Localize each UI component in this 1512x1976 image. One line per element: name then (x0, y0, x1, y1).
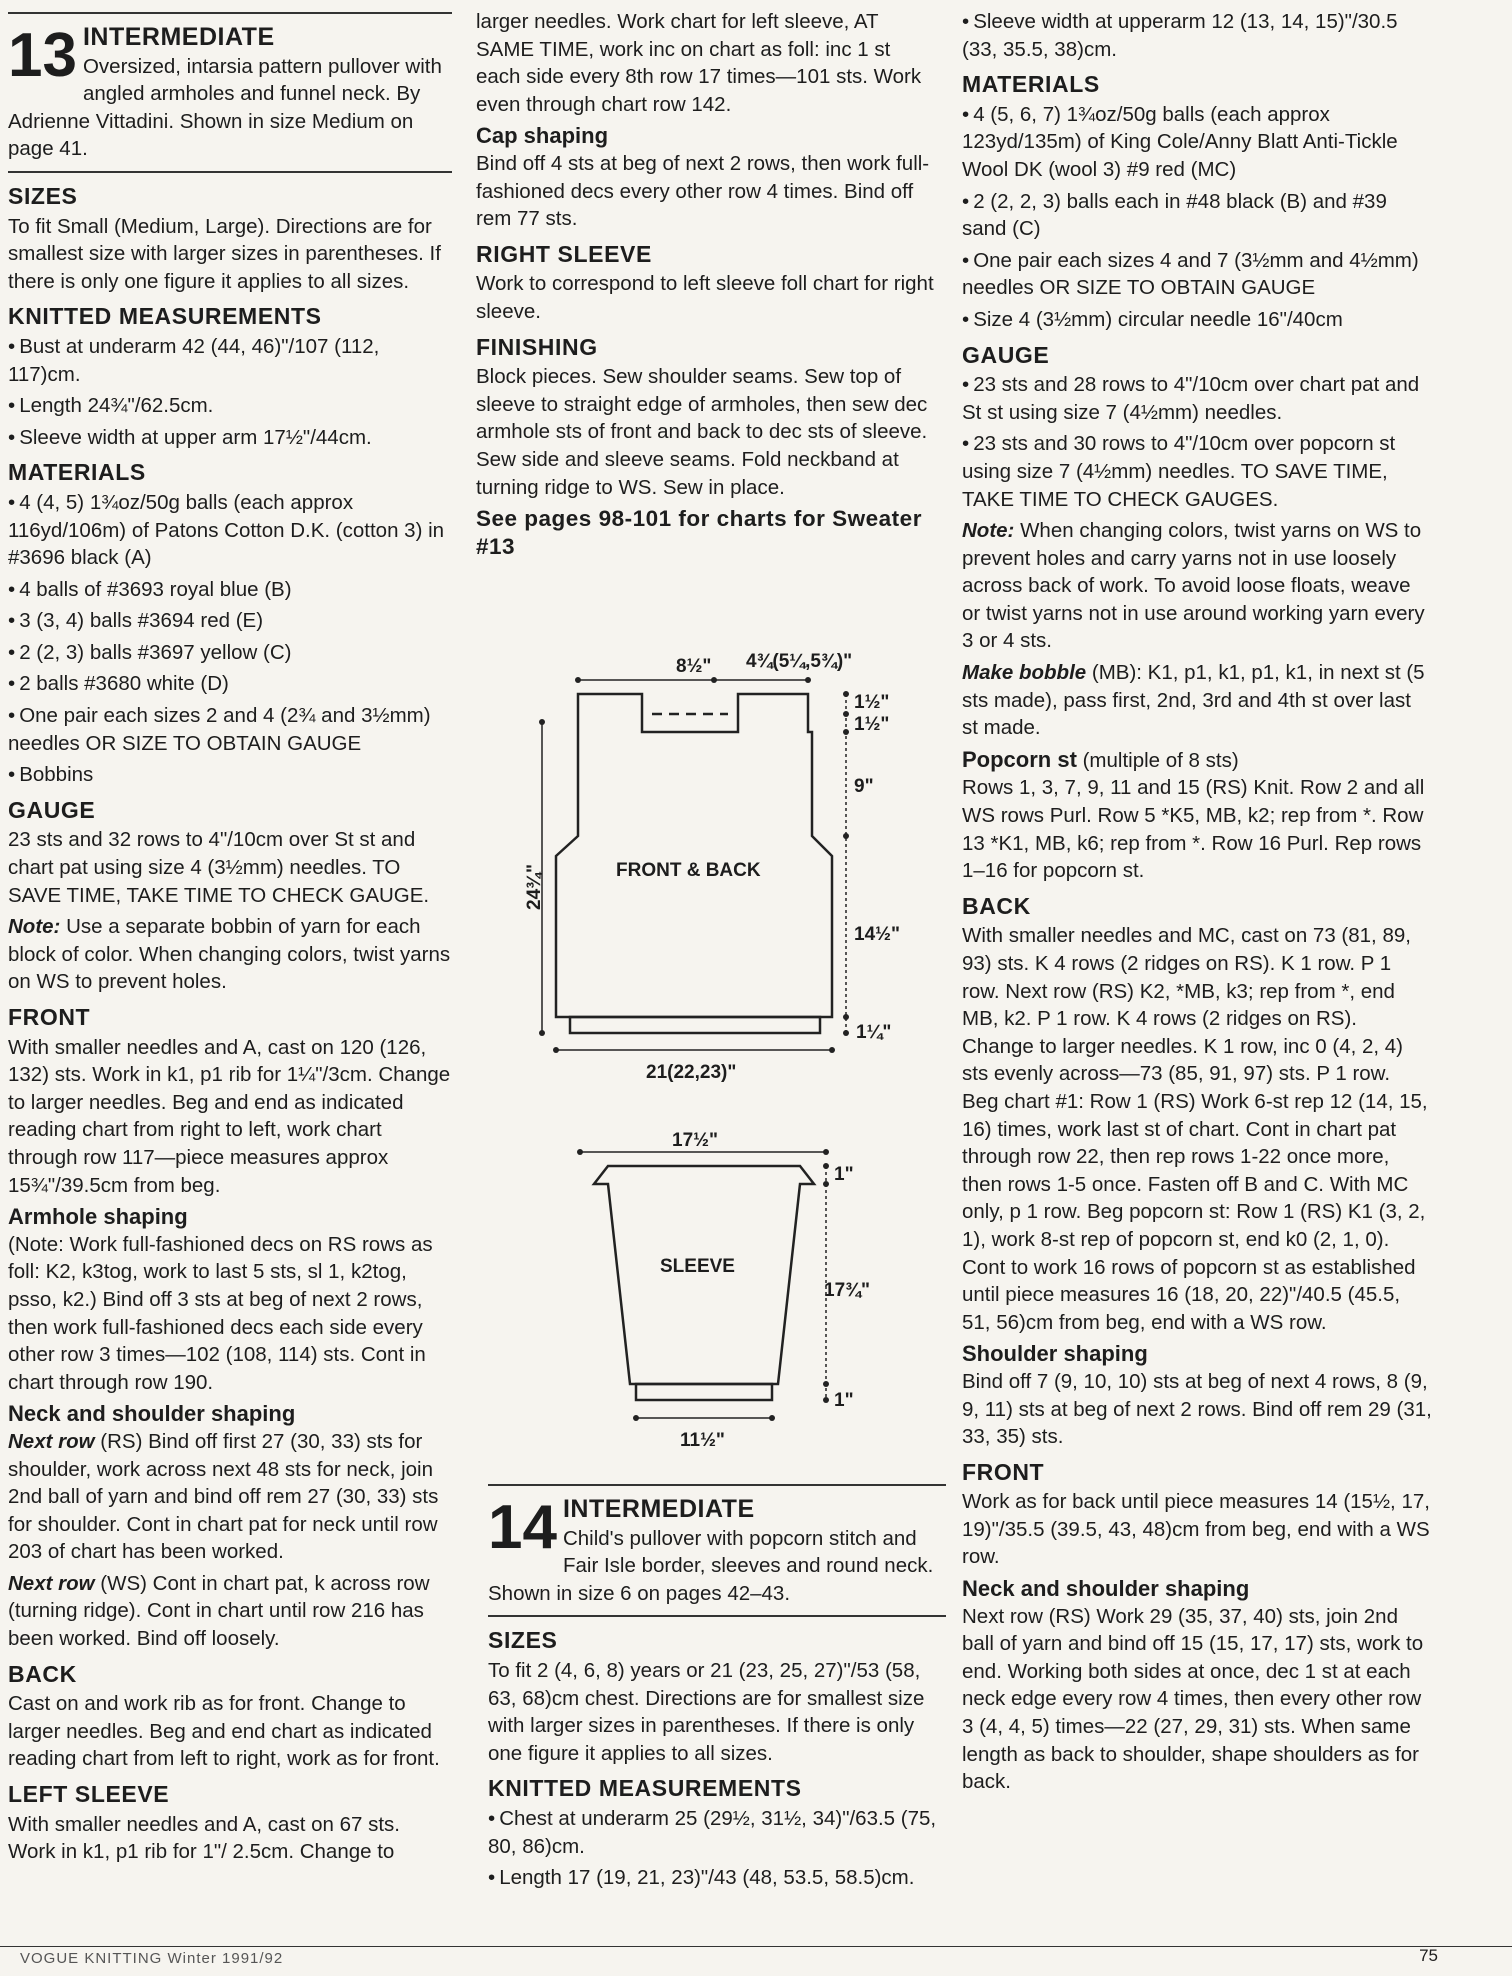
left-sleeve-text: With smaller needles and A, cast on 67 sts. Work in k1, p1 rib for 1"/ 2.5cm. Change to (8, 1812, 400, 1864)
finishing-heading: FINISHING (476, 333, 598, 360)
dim-sleeve-rib: 1" (834, 1390, 854, 1411)
popcorn-heading: Popcorn st (multiple of 8 sts) (962, 746, 1239, 772)
front-14-text: Work as for back until piece measures 14 (15½, 17, 19)"/35.5 (39.5, 43, 48)cm from beg, end with a WS row. (962, 1490, 1430, 1569)
gauge-14-heading: GAUGE (962, 341, 1050, 368)
popcorn-text: Rows 1, 3, 7, 9, 11 and 15 (RS) Knit. Row 2 and all WS rows Purl. Row 5 *K5, MB, k2; rep from *. Row 13 *K1, MB, k6; rep from *. Row 16 Purl. Rep rows 1–16 for popcorn st. (962, 776, 1425, 883)
front-heading: FRONT (8, 1004, 91, 1030)
armhole-heading: Armhole shaping (8, 1204, 188, 1230)
page-number: 75 (1419, 1946, 1438, 1965)
dim-top-left: 8½" (676, 656, 712, 677)
material-item: • 4 balls of #3693 royal blue (B) (8, 576, 452, 604)
material-item: • 2 (2, 3) balls #3697 yellow (C) (8, 639, 452, 667)
material-14-item: • 2 (2, 2, 3) balls each in #48 black (B) and #39 sand (C) (962, 188, 1432, 243)
materials-heading: MATERIALS (8, 459, 146, 486)
neck-text-1: Next row (RS) Bind off first 27 (30, 33) sts for shoulder, work across next 48 sts for neck, join 2nd ball of yarn and bind off rem 27 (30, 33) sts for shoulder. Cont in chart pat for neck until row 203 of chart has been worked. (8, 1429, 439, 1564)
material-item: • 4 (4, 5) 1¾oz/50g balls (each approx 116yd/106m) of Patons Cotton D.K. (cotton 3) in #3696 black (A) (8, 489, 452, 572)
material-item: • One pair each sizes 2 and 4 (2¾ and 3½mm) needles OR SIZE TO OBTAIN GAUGE (8, 702, 452, 757)
footer-rule (0, 1946, 1512, 1947)
gauge-14-item: • 23 sts and 30 rows to 4"/10cm over popcorn st using size 7 (4½mm) needles. TO SAVE TIME, TAKE TIME TO CHECK GAUGES. (962, 430, 1432, 513)
shoulder-text: Bind off 7 (9, 10, 10) sts at beg of next 4 rows, 8 (9, 9, 11) sts at beg of next 2 rows. Bind off rem 29 (31, 33, 35) sts. (962, 1369, 1432, 1449)
measurement-item: • Bust at underarm 42 (44, 46)"/107 (112, 117)cm. (8, 333, 452, 388)
measurement-14-item: • Chest at underarm 25 (29½, 31½, 34)"/63.5 (75, 80, 86)cm. (488, 1805, 946, 1860)
back-heading: BACK (8, 1660, 77, 1687)
measurement-item: • Sleeve width at upper arm 17½"/44cm. (8, 424, 452, 452)
note-14: Note: When changing colors, twist yarns on WS to prevent holes and carry yarns not in use loosely across back of work. To avoid loose floats, weave or twist yarns not in use around working yarn every 3 or 4 sts. (962, 519, 1425, 653)
dim-side: 14½" (854, 924, 900, 945)
material-item: • Bobbins (8, 761, 452, 789)
front-back-outline (556, 694, 832, 1017)
materials-14-heading: MATERIALS (962, 71, 1100, 98)
shoulder-heading: Shoulder shaping (962, 1341, 1148, 1367)
dim-width: 21(22,23)" (646, 1062, 737, 1083)
dim-rib: 1¼" (856, 1022, 892, 1043)
sleeve-dim-dots (577, 1149, 829, 1421)
neck-14-heading: Neck and shoulder shaping (962, 1576, 1250, 1602)
back-text: Cast on and work rib as for front. Change to larger needles. Beg and end chart as indicated reading chart from left to right, work as for front. (8, 1692, 440, 1771)
gauge-text: 23 sts and 32 rows to 4"/10cm over St st and chart pat using size 4 (3½mm) needles. TO SAVE TIME, TAKE TIME TO CHECK GAUGE. (8, 828, 430, 907)
measurements-heading: KNITTED MEASUREMENTS (8, 303, 322, 330)
measurements-14-heading: KNITTED MEASUREMENTS (488, 1775, 802, 1802)
sleeve-width: • Sleeve width at upperarm 12 (13, 14, 15)"/30.5 (33, 35.5, 38)cm. (962, 8, 1432, 63)
material-14-item: • One pair each sizes 4 and 7 (3½mm and 4½mm) needles OR SIZE TO OBTAIN GAUGE (962, 247, 1432, 302)
sleeve-schematic (580, 1152, 826, 1418)
dim-sleeve-top: 17½" (672, 1130, 718, 1151)
measurement-14-item: • Length 17 (19, 21, 23)"/43 (48, 53.5, 58.5)cm. (488, 1864, 946, 1892)
sleeve-rib (636, 1384, 772, 1400)
dim-neck-2: 1½" (854, 714, 890, 735)
pattern-description: Oversized, intarsia pattern pullover with angled armholes and funnel neck. By Adrienne Vittadini. Shown in size Medium on page 41. (8, 54, 442, 161)
dim-armhole: 9" (854, 776, 874, 797)
make-bobble: Make bobble (MB): K1, p1, k1, p1, k1, in next st (5 sts made), pass first, 2nd, 3rd and 4th st over last st made. (962, 661, 1425, 740)
gauge-heading: GAUGE (8, 796, 96, 823)
pattern-number-14: 14 (488, 1493, 557, 1562)
finishing-text: Block pieces. Sew shoulder seams. Sew top of sleeve to straight edge of armholes, then sew dec armhole sts of front and back to dec sts of sleeve. Sew side and sleeve seams. Fold neckband at turning ridge to WS. Sew in place. (476, 365, 928, 499)
right-sleeve-text: Work to correspond to left sleeve foll chart for right sleeve. (476, 272, 934, 323)
left-sleeve-heading: LEFT SLEEVE (8, 1781, 170, 1808)
back-14-heading: BACK (962, 892, 1031, 919)
sleeve-label: SLEEVE (660, 1256, 735, 1277)
skill-level-14: INTERMEDIATE (562, 1495, 755, 1523)
sizes-14-heading: SIZES (488, 1627, 558, 1654)
material-14-item: • 4 (5, 6, 7) 1¾oz/50g balls (each approx 123yd/135m) of King Cole/Anny Blatt Anti-Tickle Wool DK (wool 3) #9 red (MC) (962, 101, 1432, 184)
cap-text: Bind off 4 sts at beg of next 2 rows, then work full-fashioned decs every other row 4 times. Bind off rem 77 sts. (476, 151, 930, 231)
sizes-heading: SIZES (8, 182, 78, 209)
right-sleeve-heading: RIGHT SLEEVE (476, 240, 652, 267)
pattern-description-14: Child's pullover with popcorn stitch and Fair Isle border, sleeves and round neck. Shown in size 6 on pages 42–43. (488, 1526, 934, 1605)
measurement-item: • Length 24¾"/62.5cm. (8, 392, 452, 420)
dim-neck-1: 1½" (854, 692, 890, 713)
armhole-text: (Note: Work full-fashioned decs on RS rows as foll: K2, k3tog, work to last 5 sts, sl 1, k2tog, psso, k2.) Bind off 3 sts at beg of next 2 rows, then work full-fashioned decs each side every other row 3 times—102 (108, 114) sts. Cont in chart through row 190. (8, 1232, 433, 1394)
dim-sleeve-length: 17¾" (824, 1280, 870, 1301)
back-14-text: With smaller needles and MC, cast on 73 (81, 89, 93) sts. K 4 rows (2 ridges on RS). K 1 row. P 1 row. Next row (RS) K2, *MB, k3; rep from *, end MB, k2. P 1 row. K 4 rows (2 ridges on RS). Change to larger needles. K 1 row, inc 0 (4, 2, 4) sts evenly across—73 (85, 91, 97) sts. P 1 row. Beg chart #1: Row 1 (RS) Work 6-st rep 12 (14, 15, 16) times, work last st of chart. Cont in chart pat through row 22, then rep rows 1-22 once more, then rows 1-5 once. Fasten off B and C. With MC only, p 1 row. Beg popcorn st: Row 1 (RS) K1 (3, 2, 1), work 8-st rep of popcorn st, end k0 (2, 1, 0). Cont to work 16 rows of popcorn st as established until piece measures 16 (18, 20, 22)"/40.5 (45.5, 51, 56)cm from beg, end with a WS row. (962, 924, 1428, 1334)
dim-height: 24¾" (524, 864, 545, 910)
see-pages-note: See pages 98-101 for charts for Sweater #13 (476, 506, 922, 559)
dim-top-right: 4¾(5¼,5¾)" (746, 651, 853, 672)
dim-sleeve-cap: 1" (834, 1164, 854, 1185)
dim-sleeve-bottom: 11½" (680, 1430, 725, 1451)
front-14-heading: FRONT (962, 1458, 1045, 1485)
note: Note: Use a separate bobbin of yarn for each block of color. When changing colors, twist yarns on WS to prevent holes. (8, 915, 451, 994)
pattern-number: 13 (8, 21, 77, 90)
material-14-item: • Size 4 (3½mm) circular needle 16"/40cm (962, 306, 1432, 334)
front-back-rib (570, 1017, 820, 1033)
footer-title: VOGUE KNITTING Winter 1991/92 (20, 1950, 284, 1967)
neck-text-2: Next row (WS) Cont in chart pat, k across row (turning ridge). Cont in chart until row 216 has been worked. Bind off loosely. (8, 1571, 430, 1651)
neck-14-text: Next row (RS) Work 29 (35, 37, 40) sts, join 2nd ball of yarn and bind off 15 (15, 17, 17) sts, work to end. Working both sides at once, dec 1 st at each neck edge every row 4 times, then every other row 3 (4, 4, 5) times—22 (27, 29, 31) sts. When same length as back to shoulder, shape shoulders as for back. (962, 1604, 1424, 1794)
gauge-14-item: • 23 sts and 28 rows to 4"/10cm over chart pat and St st using size 7 (4½mm) needles. (962, 371, 1432, 426)
neck-heading: Neck and shoulder shaping (8, 1401, 296, 1427)
sizes-14-text: To fit 2 (4, 6, 8) years or 21 (23, 25, 27)"/53 (58, 63, 68)cm chest. Directions are for smallest size with larger sizes in parentheses. If there is only one figure it applies to all sizes. (488, 1658, 925, 1765)
skill-level: INTERMEDIATE (82, 23, 275, 51)
material-item: • 3 (3, 4) balls #3694 red (E) (8, 607, 452, 635)
material-item: • 2 balls #3680 white (D) (8, 670, 452, 698)
front-back-label: FRONT & BACK (616, 860, 761, 881)
front-text: With smaller needles and A, cast on 120 (126, 132) sts. Work in k1, p1 rib for 1¼"/3cm. Change to larger needles. Beg and end as indicated reading chart from right to left, work chart through row 117—piece measures approx 15¾"/39.5cm from beg. (8, 1035, 451, 1197)
sizes-text: To fit Small (Medium, Large). Directions are for smallest size with larger sizes in parentheses. If there is only one figure it applies to all sizes. (8, 214, 441, 293)
cap-heading: Cap shaping (476, 123, 609, 149)
left-sleeve-cont: larger needles. Work chart for left sleeve, AT SAME TIME, work inc on chart as foll: inc 1 st each side every 8th row 17 times—101 sts. Work even through chart row 142. (476, 10, 922, 116)
